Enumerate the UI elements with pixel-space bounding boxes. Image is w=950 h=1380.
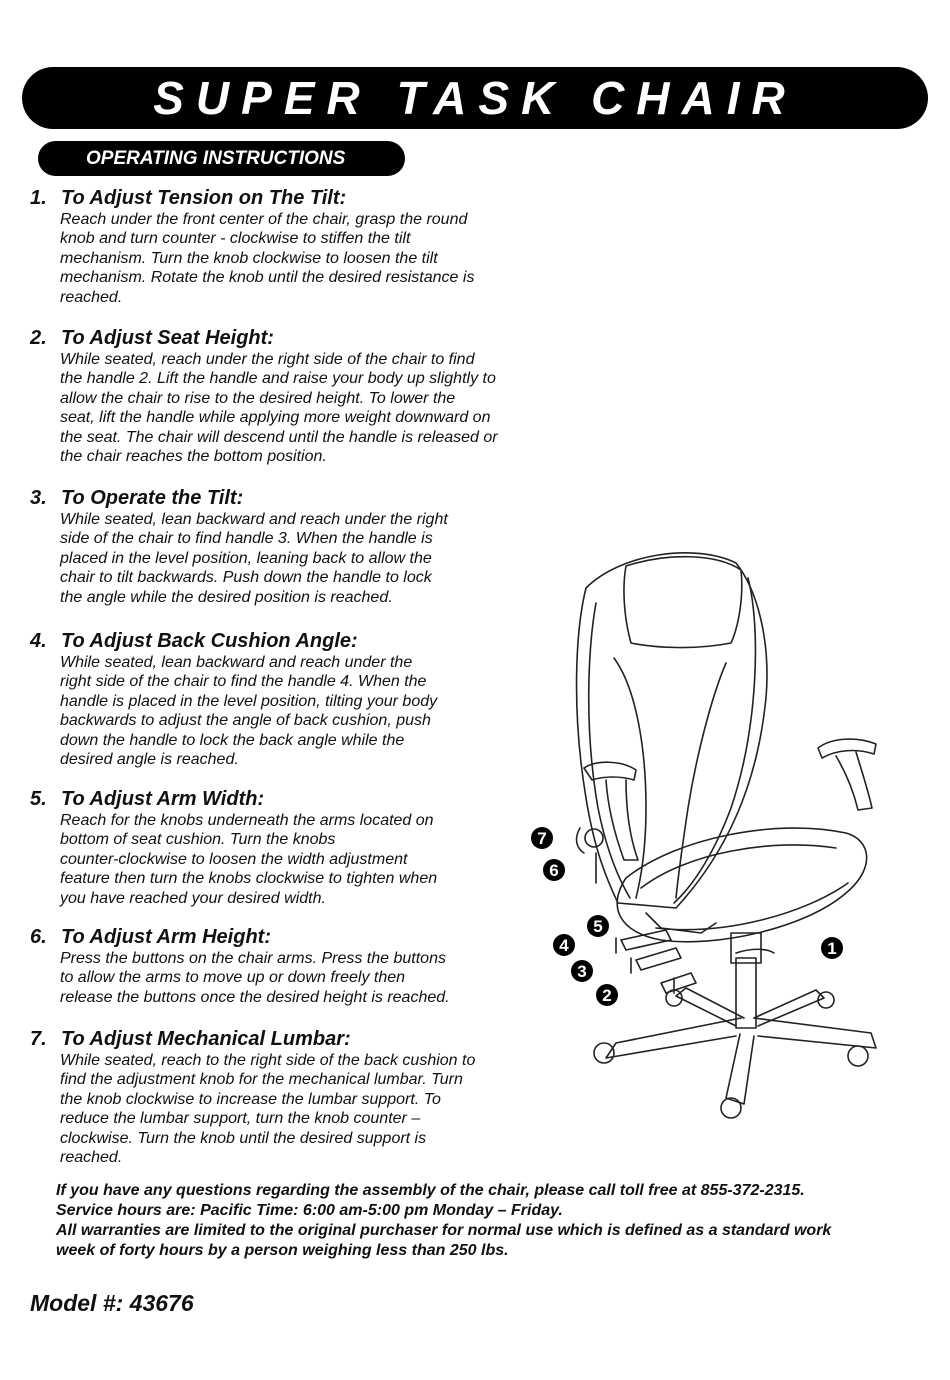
step-heading (30, 327, 498, 349)
backrest-outline (577, 553, 767, 908)
instruction-step (30, 327, 498, 466)
step-number: 4. (30, 630, 47, 652)
right-armrest (818, 739, 876, 758)
callout-2 (596, 984, 618, 1006)
step-title: To Adjust Arm Width: (61, 788, 265, 810)
step-body: While seated, lean backward and reach under the right side of the chair to find handle 3. When the handle is placed in the level position, leaning back to allow the chair to tilt backwards. Push down the handle to lock the angle while the desired position is reached. (60, 511, 448, 606)
step-heading (30, 630, 437, 652)
step-number: 1. (30, 187, 47, 209)
instruction-step (30, 788, 437, 908)
warranty-line: All warranties are limited to the original purchaser for normal use which is defined as a standard work (56, 1222, 832, 1239)
step-title: To Adjust Arm Height: (61, 926, 271, 948)
callout-6 (543, 859, 565, 881)
callout-1 (821, 937, 843, 959)
instruction-step (30, 1028, 475, 1167)
svg-text:7: 7 (537, 829, 547, 848)
step-heading (30, 187, 474, 209)
document-title: SUPER TASK CHAIR (153, 72, 797, 124)
headrest-panel (624, 557, 742, 648)
chair-diagram (526, 548, 906, 1128)
callout-4 (553, 934, 575, 956)
step-title: To Adjust Tension on The Tilt: (61, 187, 347, 209)
callout-5 (587, 915, 609, 937)
callout-3 (571, 960, 593, 982)
step-body: Press the buttons on the chair arms. Press the buttons to allow the arms to move up or down freely then release the buttons once the desired height is reached. (60, 950, 450, 1006)
instruction-step (30, 630, 437, 769)
chair-base (606, 1018, 741, 1058)
step-heading (30, 926, 450, 948)
step-body: Reach under the front center of the chair, grasp the round knob and turn counter - clockwise to stiffen the tilt mechanism. Turn the knob clockwise to loosen the tilt mechanism. Rotate the knob until the desired resistance is reached. (60, 211, 475, 306)
support-notice (56, 1181, 916, 1261)
control-lever (636, 948, 681, 970)
title-banner (22, 67, 928, 129)
step-title: To Operate the Tilt: (61, 487, 244, 509)
caster-wheel (721, 1098, 741, 1118)
step-title: To Adjust Mechanical Lumbar: (61, 1028, 351, 1050)
svg-text:4: 4 (559, 936, 569, 955)
service-hours-line: Service hours are: Pacific Time: 6:00 am-5:00 pm Monday – Friday. (56, 1202, 563, 1219)
caster-wheel (848, 1046, 868, 1066)
step-title: To Adjust Seat Height: (61, 327, 274, 349)
step-number: 7. (30, 1028, 47, 1050)
step-title: To Adjust Back Cushion Angle: (61, 630, 358, 652)
svg-text:3: 3 (577, 962, 587, 981)
instruction-step (30, 187, 474, 307)
support-phone-line: If you have any questions regarding the assembly of the chair, please call toll free at 855-372-2315. (56, 1182, 805, 1199)
step-heading (30, 487, 448, 509)
section-banner (38, 141, 405, 176)
model-number: Model #: 43676 (30, 1290, 194, 1316)
instruction-step (30, 487, 448, 607)
step-body: While seated, reach to the right side of the back cushion to find the adjustment knob for the mechanical lumbar. Turn the knob clockwise to increase the lumbar support. To reduce the lumbar support, turn the knob counter – clockwise. Turn the knob until the desired support is reached. (60, 1052, 476, 1167)
step-body: While seated, lean backward and reach under the right side of the chair to find the handle 4. When the handle is placed in the level position, tilting your body backwards to adjust the angle of back cushion, push down the handle to lock the back angle while the desired angle is reached. (60, 654, 438, 769)
caster-wheel (594, 1043, 614, 1063)
callout-7 (531, 827, 553, 849)
step-heading (30, 788, 437, 810)
step-number: 5. (30, 788, 47, 810)
step-number: 6. (30, 926, 47, 948)
left-armrest (584, 762, 636, 780)
diagram-callouts (531, 827, 843, 1006)
svg-text:5: 5 (593, 917, 603, 936)
step-heading (30, 1028, 475, 1050)
svg-text:1: 1 (827, 939, 837, 958)
step-body: While seated, reach under the right side of the chair to find the handle 2. Lift the handle and raise your body up slightly to allow the chair to rise to the desired height. To lower the seat, lift the handle while applying more weight downward on the seat. The chair will descend until the handle is released or the chair reaches the bottom position. (60, 351, 498, 466)
step-body: Reach for the knobs underneath the arms located on bottom of seat cushion. Turn the knobs counter-clockwise to loosen the width adjustment feature then turn the knobs clockwise to tighten when you have reached your desired width. (60, 812, 438, 907)
instruction-step (30, 926, 450, 1007)
svg-text:6: 6 (549, 861, 559, 880)
step-number: 2. (30, 327, 47, 349)
section-title: OPERATING INSTRUCTIONS (86, 148, 346, 169)
warranty-line-continued: week of forty hours by a person weighing less than 250 lbs. (56, 1242, 509, 1259)
step-number: 3. (30, 487, 47, 509)
svg-text:2: 2 (602, 986, 612, 1005)
